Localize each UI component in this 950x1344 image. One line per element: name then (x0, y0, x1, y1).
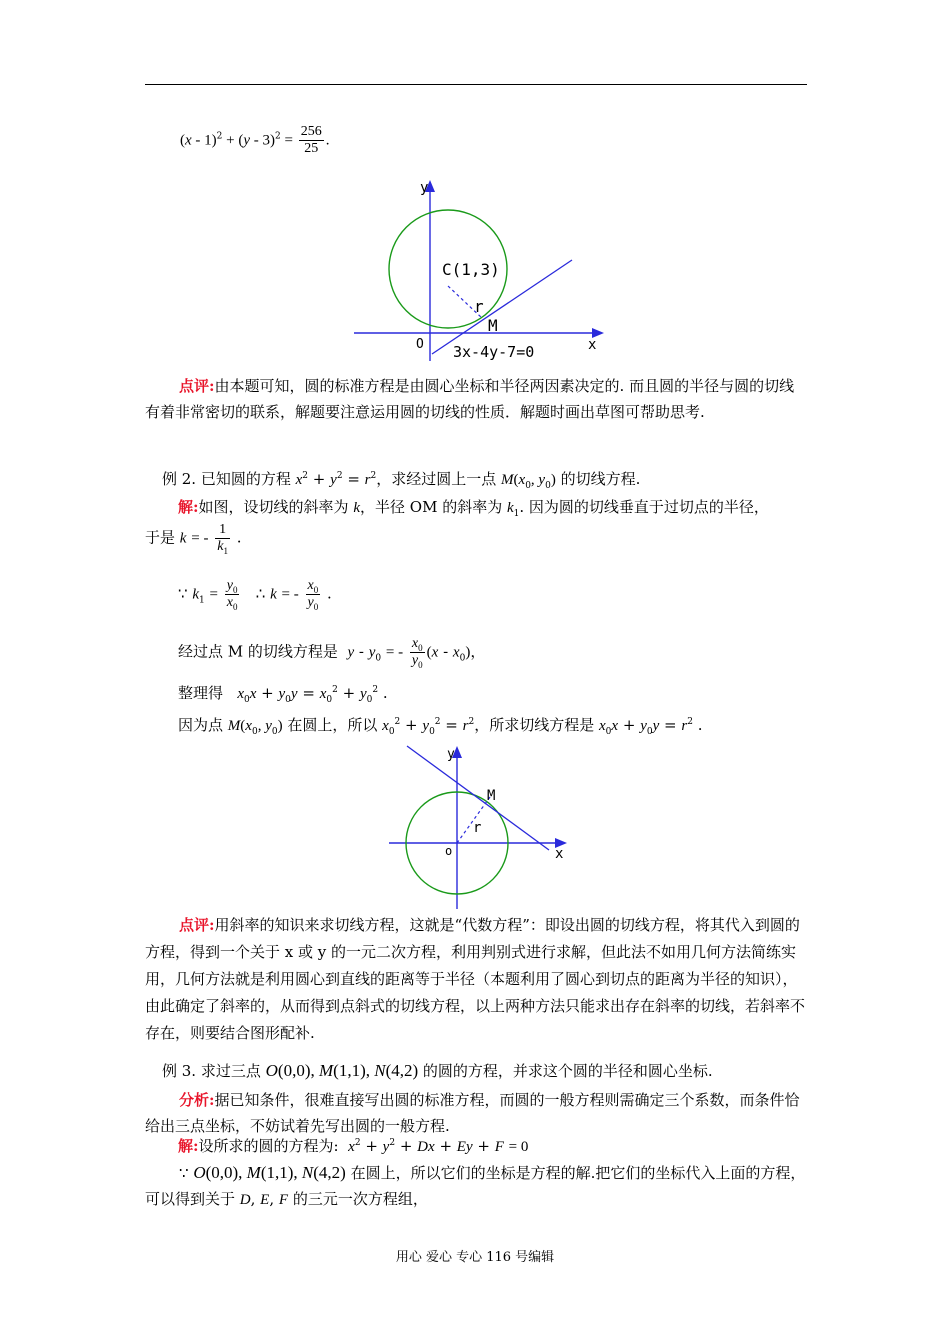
comment-1-label: 点评: (179, 377, 215, 395)
figure1-center-label: C(1,3) (442, 260, 500, 279)
example-2-simplify: 整理得 $x_0x + y_0y = x_0^2 + y_0^2$ . (178, 684, 388, 705)
figure2-origin-label: o (445, 844, 453, 858)
comment-1 (145, 373, 808, 425)
figure1-y-label: y (420, 180, 429, 196)
figure1-line-label: 3x-4y-7=0 (453, 343, 535, 361)
header-rule (145, 84, 807, 85)
figure2-radius-label: r (473, 820, 482, 836)
example-3-solution: 解:设所求的圆的方程为: $x^2 + y^2 + Dx + Ey + F = 0$ (178, 1137, 529, 1155)
example-2-final: 因为点 $M(x_0$, $y_0$) 在圆上，所以 $x_0^2 + y_0^2 = r^2$，所求切线方程是 $x_0x + y_0y = r^2$ . (178, 716, 703, 737)
comment-2-text: 用斜率的知识来求切线方程，这就是“代数方程”：即设出圆的切线方程，将其代入到圆的方程，得到一个关于 x 或 y 的一元二次方程，利用判别式进行求解，但此法不如用几何方法简练实用，几何方法就是利用圆心到直线的距离等于半径（本题利用了圆心到切点的距离为半径的知识），由此确定了斜率的，从而得到点斜式的切线方程，以上两种方法只能求出存在斜率的切线，若斜率不存在，则要结合图形配补. (145, 916, 806, 1042)
figure2-point-label: M (487, 788, 496, 804)
example-2-because: ∵ $k_1$ = $\frac{y_0}{x_0}$ ∴ k = - $\frac{x_0}{y_0}$ . (178, 578, 332, 612)
example-2-solution-label: 解: (178, 498, 199, 516)
page-footer: 用心 爱心 专心 116 号编辑 (395, 1250, 555, 1265)
example-2-slope-relation: 于是 k = - $\frac{1}{k_1}$ . (145, 522, 242, 556)
example-3-analysis (145, 1087, 808, 1139)
figure2-y-label: y (447, 747, 455, 762)
top-equation: (x - 1)$^2$ + (y - 3)$^2$ = $\frac{256}{25}$ . (180, 124, 330, 156)
figure1-x-label: x (588, 337, 597, 353)
figure1-point-label: M (488, 316, 498, 335)
example-2-title: 例 2. 已知圆的方程 $x^2 + y^2 = r^2$，求经过圆上一点 $M(x_0$, $y_0$) 的切线方程. (162, 470, 641, 491)
example-3-title: 例 3. 求过三点 O(0,0), M(1,1), N(4,2) 的圆的方程，并求这个圆的半径和圆心坐标. (162, 1061, 713, 1080)
comment-2 (145, 912, 808, 1047)
figure1-radius-label: r (474, 297, 484, 316)
example-2-tangent-equation: 经过点 M 的切线方程是 y - $y_0$ = - $\frac{x_0}{y_0}$ $(x - x_0)$， (178, 636, 486, 670)
figure-1-circle-tangent (350, 176, 610, 368)
figure-2-circle-tangent (385, 744, 575, 912)
figure1-origin-label: O (416, 337, 424, 352)
example-3-analysis-text: 据已知条件，很难直接写出圆的标准方程，而圆的一般方程则需确定三个系数，而条件恰给出三点坐标，不妨试着先写出圆的一般方程. (145, 1091, 800, 1135)
example-3-analysis-label: 分析: (179, 1091, 215, 1109)
example-3-because: ∵ O(0,0), M(1,1), N(4,2) 在圆上，所以它们的坐标是方程的解.把它们的坐标代入上面的方程，可以得到关于 D, E, F 的三元一次方程组， (145, 1163, 806, 1208)
example-2-solution: 解:如图，设切线的斜率为 k，半径 OM 的斜率为 $k_1$. 因为圆的切线垂直于过切点的半径， (178, 498, 769, 519)
comment-1-text: 由本题可知，圆的标准方程是由圆心坐标和半径两因素决定的. 而且圆的半径与圆的切线有着非常密切的联系，解题要注意运用圆的切线的性质．解题时画出草图可帮助思考. (145, 377, 795, 421)
figure2-x-label: x (555, 846, 564, 862)
example-3-solution-label: 解: (178, 1137, 199, 1155)
comment-2-label: 点评: (179, 916, 215, 934)
